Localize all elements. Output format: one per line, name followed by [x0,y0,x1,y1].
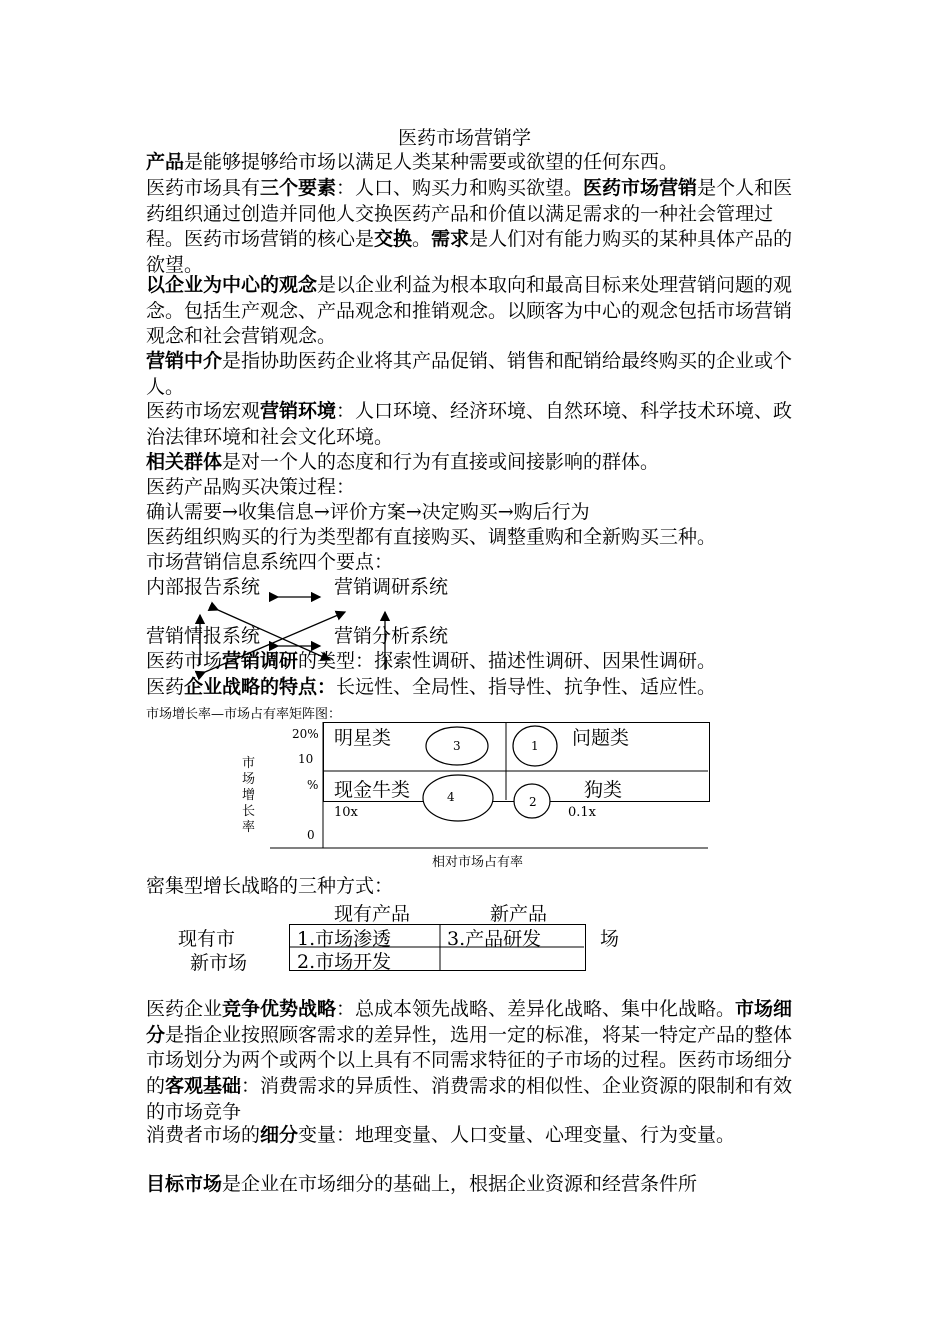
matrix-c2: 2 [529,795,537,809]
mis-internal: 内部报告系统 [146,576,261,598]
para-segmentation: 消费者市场的细分变量：地理变量、人口变量、心理变量、行为变量。 [146,1124,736,1146]
para-mis: 市场营销信息系统四个要点： [146,551,394,573]
matrix-y0: 0 [307,828,315,842]
mis-intel: 营销情报系统 [146,625,261,647]
matrix-star: 明星类 [334,727,392,749]
page-title: 医药市场营销学 [398,127,532,149]
para-market-elements: 医药市场具有三个要素：人口、购买力和购买欲望。医药市场营销是个人和医药组织通过创造并同他人交换医药产品和价值以满足需求的一种社会管理过程。医药市场营销的核心是交换。需求是人们对有能力购买的某种具体产品的欲望。 [146,177,793,277]
growth-row1: 现有市 [178,928,236,950]
matrix-ypct: % [307,778,319,792]
matrix-dog: 狗类 [584,779,623,801]
para-product: 产品是能够提够给市场以满足人类某种需要或欲望的任何东西。 [146,151,679,173]
para-growth: 密集型增长战略的三种方式： [146,875,394,897]
matrix-ylabel: 市 场 增 长 率 [242,756,256,835]
para-strategy-traits: 医药企业战略的特点：长远性、全局性、指导性、抗争性、适应性。 [146,676,717,698]
matrix-x01: 0.1x [568,805,597,820]
para-intermediary: 营销中介是指协助医药企业将其产品促销、销售和配销给最终购买的企业或个人。 [146,350,793,398]
growth-col2: 新产品 [490,903,548,925]
growth-c21: 2.市场开发 [297,951,392,973]
matrix-x10: 10x [334,805,358,820]
para-reference-group: 相关群体是对一个人的态度和行为有直接或间接影响的群体。 [146,451,660,473]
matrix-c1: 1 [531,739,539,753]
matrix-xlabel: 相对市场占有率 [432,855,524,870]
para-decision-steps: 确认需要→收集信息→评价方案→决定购买→购后行为 [146,501,590,523]
para-enterprise-concept: 以企业为中心的观念是以企业利益为根本取向和最高目标来处理营销问题的观念。包括生产观念、产品观念和推销观念。以顾客为中心的观念包括市场营销观念和社会营销观念。 [146,274,793,348]
growth-row2: 新市场 [190,952,248,974]
para-research-types: 医药市场营销调研的类型：探索性调研、描述性调研、因果性调研。 [146,650,717,672]
matrix-caption: 市场增长率—市场占有率矩阵图： [146,707,342,722]
para-org-buying: 医药组织购买的行为类型都有直接购买、调整重购和全新购买三种。 [146,526,717,548]
growth-col1: 现有产品 [334,903,411,925]
matrix-y20: 20% [292,727,319,741]
matrix-y10: 10 [298,752,314,766]
growth-c12: 3.产品研发 [447,928,542,950]
mis-analysis: 营销分析系统 [334,625,449,647]
para-decision-process: 医药产品购买决策过程： [146,476,356,498]
para-environment: 医药市场宏观营销环境：人口环境、经济环境、自然环境、科学技术环境、政治法律环境和社会文化环境。 [146,400,793,448]
matrix-c4: 4 [447,790,455,804]
matrix-question: 问题类 [572,727,630,749]
matrix-c3: 3 [453,739,461,753]
para-target-market: 目标市场是企业在市场细分的基础上，根据企业资源和经营条件所 [146,1173,698,1195]
growth-c11: 1.市场渗透 [297,928,392,950]
matrix-cash: 现金牛类 [334,779,411,801]
growth-row1b: 场 [600,928,620,950]
mis-research: 营销调研系统 [334,576,449,598]
para-competition: 医药企业竞争优势战略：总成本领先战略、差异化战略、集中化战略。市场细分是指企业按照顾客需求的差异性，选用一定的标准，将某一特定产品的整体市场划分为两个或两个以上具有不同需求特征的子市场的过程。医药市场细分的客观基础：消费需求的异质性、消费需求的相似性、企业资源的限制和有效的市场竞争 [146,998,793,1123]
